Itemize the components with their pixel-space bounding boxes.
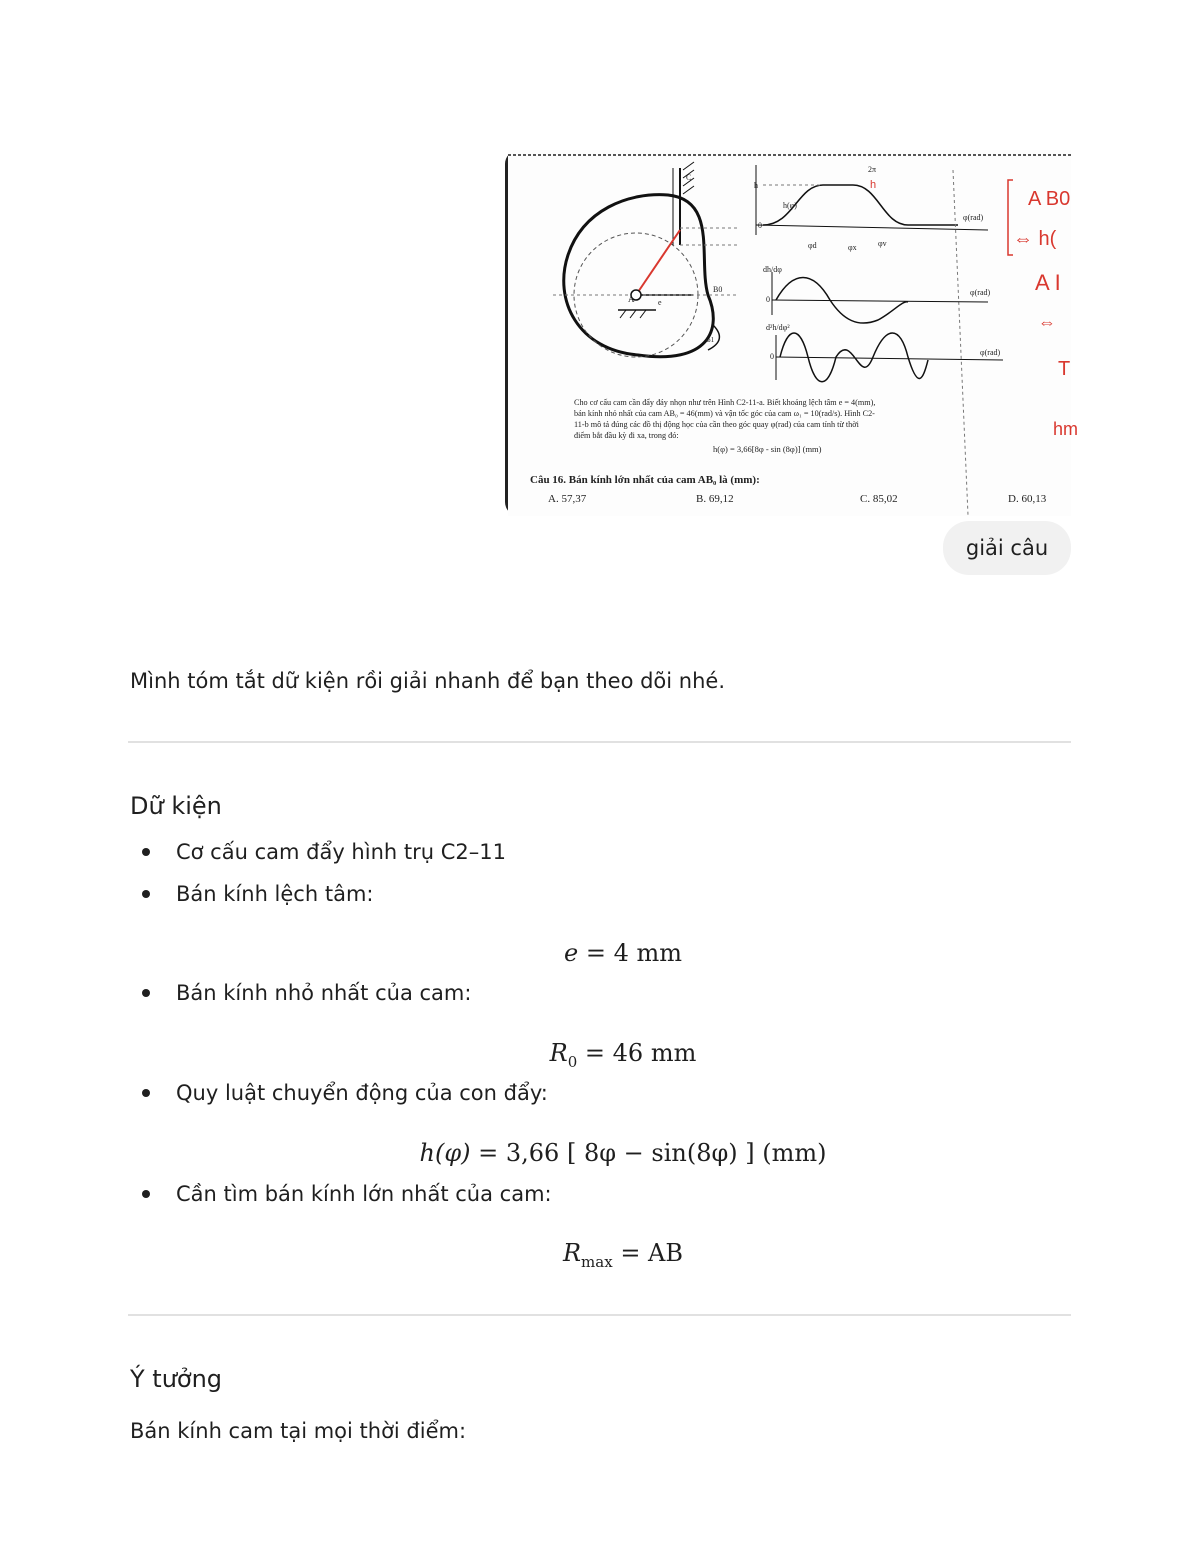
idea-text: Bán kính cam tại mọi thời điểm: (130, 1419, 467, 1443)
svg-text:φ(rad): φ(rad) (963, 213, 984, 222)
svg-text:A I: A I (1035, 270, 1061, 295)
svg-text:d²h/dφ²: d²h/dφ² (766, 323, 790, 332)
svg-text:h(φ): h(φ) (783, 201, 797, 210)
svg-text:bán kính nhỏ nhất của cam AB₀: bán kính nhỏ nhất của cam AB₀ = 46(mm) và vận tốc góc của cam ω₁ = 10(rad/s). Hình C2- (574, 409, 875, 418)
svg-text:ω1: ω1 (706, 336, 715, 344)
svg-text:⇔: ⇔ (1038, 312, 1056, 332)
bullet-icon (142, 989, 150, 997)
assistant-intro: Mình tóm tắt dữ kiện rồi giải nhanh để bạn theo dõi nhé. (130, 669, 726, 693)
divider (128, 1314, 1071, 1316)
svg-text:h: h (870, 179, 877, 191)
svg-text:⇔ h(: ⇔ h( (1013, 228, 1057, 250)
bullet-icon (142, 848, 150, 856)
svg-text:e: e (658, 298, 662, 307)
svg-text:Câu 16. Bán kính lớn nhất của: Câu 16. Bán kính lớn nhất của cam AB₀ là (mm): (530, 474, 760, 486)
user-message-bubble (943, 521, 1071, 575)
svg-text:T: T (1058, 358, 1071, 380)
svg-text:điểm bắt đầu kỳ đi xa, trong đ: điểm bắt đầu kỳ đi xa, trong đó: (574, 431, 679, 440)
list-item: Quy luật chuyển động của con đẩy: (176, 1081, 548, 1105)
math-r0: $R_0 = 46$ mm (549, 1039, 697, 1071)
svg-text:D. 60,13: D. 60,13 (1008, 493, 1047, 505)
svg-text:φv: φv (878, 239, 887, 248)
svg-text:dh/dφ: dh/dφ (763, 265, 782, 274)
svg-text:2π: 2π (868, 165, 877, 174)
svg-text:φ(rad): φ(rad) (980, 348, 1001, 357)
svg-text:C: C (686, 173, 692, 182)
bullet-icon (142, 1089, 150, 1097)
svg-text:11-b mô tả đúng các đồ thị độn: 11-b mô tả đúng các đồ thị động học của cần theo góc quay φ(rad) của cam tính từ thời (574, 420, 859, 429)
user-message-text: giải câu (965, 536, 1049, 560)
list-item: Cần tìm bán kính lớn nhất của cam: (176, 1182, 552, 1206)
divider (128, 741, 1071, 743)
svg-text:B0: B0 (713, 285, 723, 294)
svg-text:φ(rad): φ(rad) (970, 288, 991, 297)
list-item: Bán kính nhỏ nhất của cam: (176, 981, 472, 1005)
svg-text:C. 85,02: C. 85,02 (860, 493, 898, 505)
svg-text:A B0: A B0 (1028, 188, 1071, 210)
svg-text:φd: φd (808, 241, 817, 250)
svg-text:h(φ) = 3,66[8φ - sin (8φ)] (mm: h(φ) = 3,66[8φ - sin (8φ)] (mm) (713, 444, 822, 454)
bullet-icon (142, 1190, 150, 1198)
svg-text:0: 0 (758, 221, 762, 230)
svg-text:h: h (754, 181, 758, 190)
svg-text:A. 57,37: A. 57,37 (548, 493, 587, 505)
svg-text:φx: φx (848, 243, 857, 252)
svg-text:A: A (628, 294, 635, 304)
svg-text:0: 0 (766, 295, 770, 304)
problem-scan (508, 150, 1079, 516)
math-e: e = 4 mm (564, 939, 682, 967)
svg-text:0: 0 (770, 352, 774, 361)
list-item: Cơ cấu cam đẩy hình trụ C2–11 (176, 840, 506, 864)
section-title-idea: Ý tưởng (130, 1365, 223, 1393)
uploaded-problem-image[interactable] (505, 150, 1079, 516)
section-title-data: Dữ kiện (130, 792, 222, 820)
svg-text:hm: hm (1053, 419, 1079, 439)
math-rmax: $R_{max}$ = AB (562, 1239, 684, 1271)
math-h: h(φ) = 3,66 [ 8φ − sin(8φ) ] (mm) (419, 1139, 827, 1167)
bullet-icon (142, 890, 150, 898)
svg-text:Cho cơ cấu cam cần đẩy đáy nhọ: Cho cơ cấu cam cần đẩy đáy nhọn như trên Hình C2-11-a. Biết khoảng lệch tâm e = 4(mm), (574, 398, 876, 407)
list-item: Bán kính lệch tâm: (176, 882, 374, 906)
svg-text:B. 69,12: B. 69,12 (696, 493, 734, 505)
